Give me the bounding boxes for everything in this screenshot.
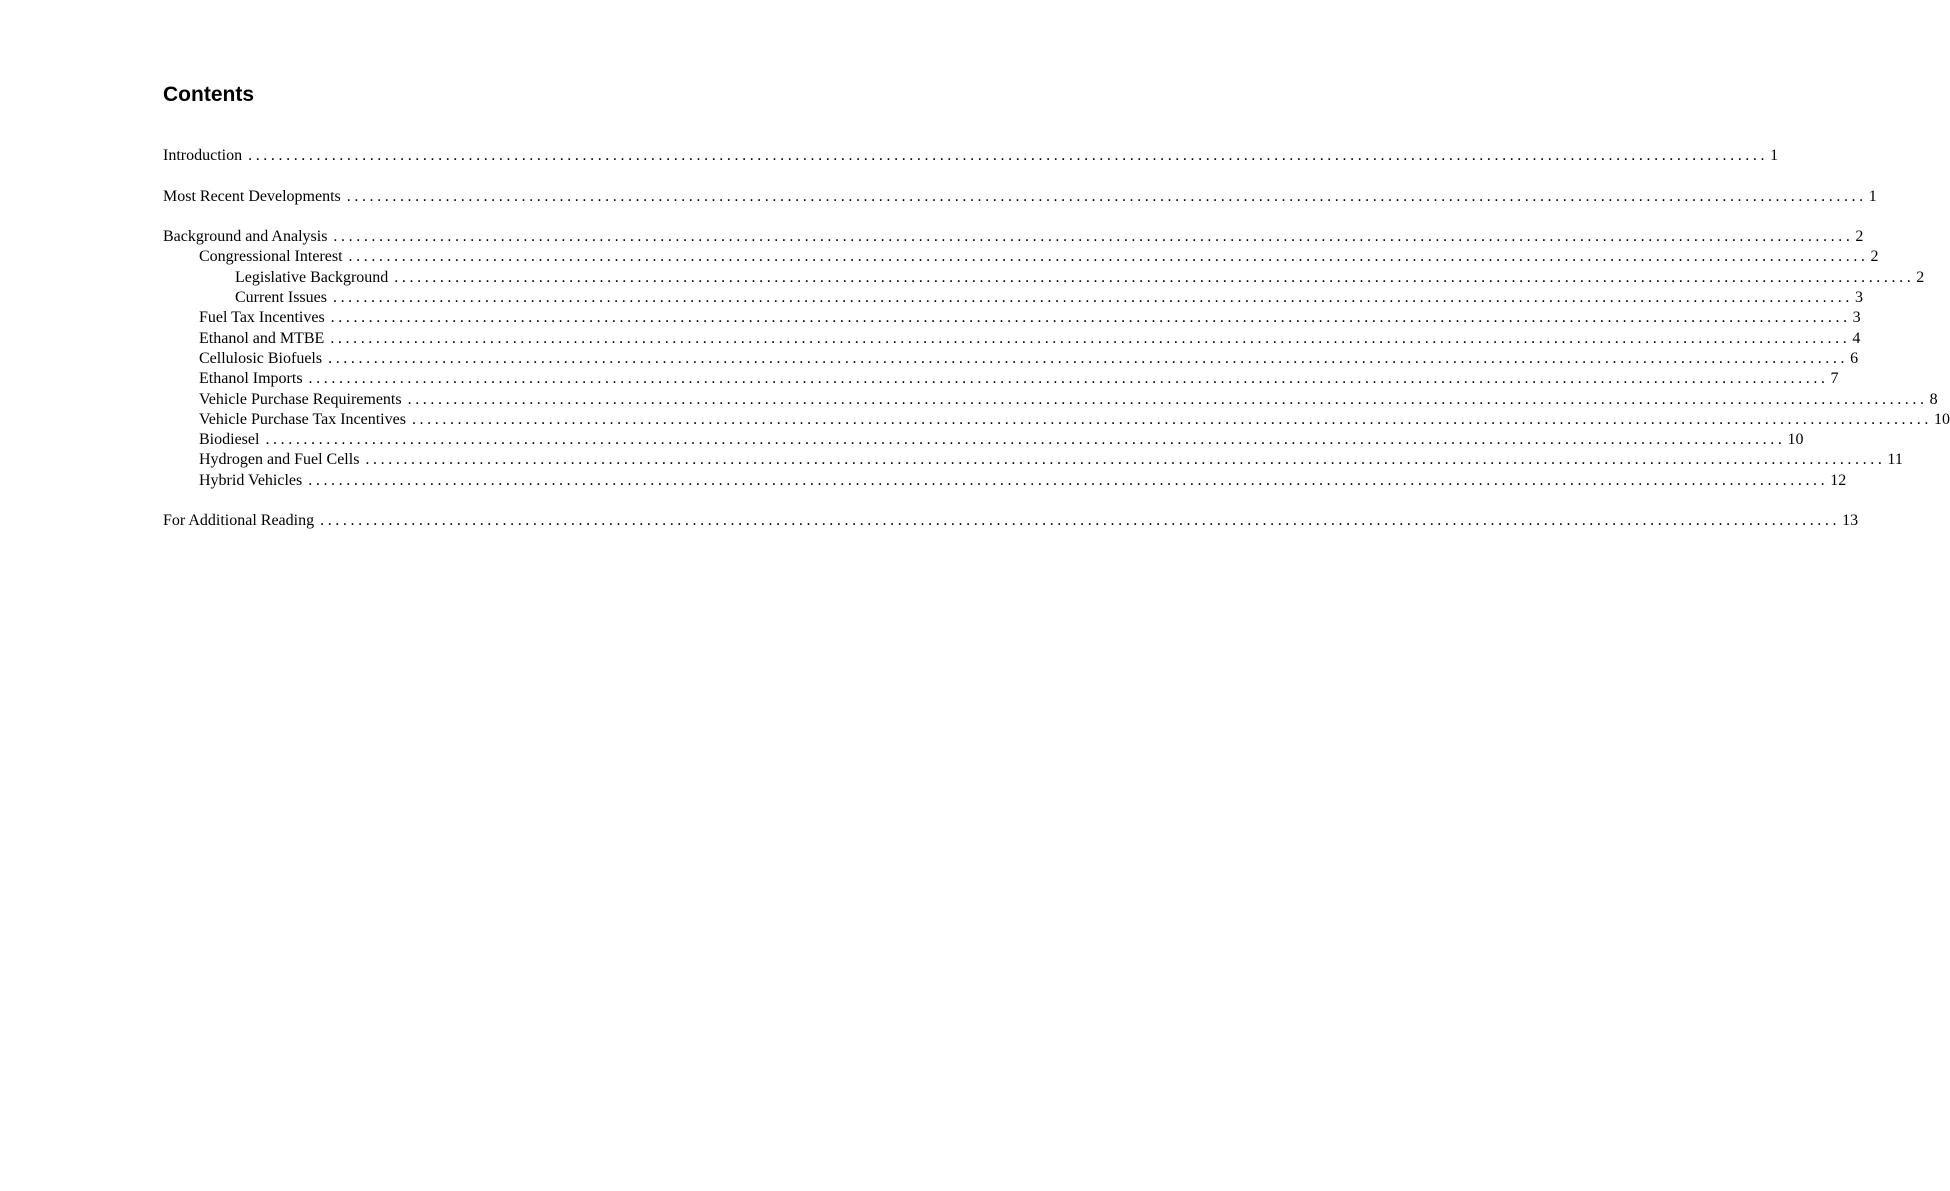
toc-entry-title: For Additional Reading — [163, 512, 315, 530]
dot-leader: ........................................................................................................................................................................................................ — [394, 268, 1915, 286]
toc-entry-hybrid-vehicles[interactable] — [163, 471, 1847, 491]
toc-entry-title: Congressional Interest — [199, 248, 343, 266]
dot-leader: ........................................................................................................................................................................................................ — [328, 349, 1849, 367]
dot-leader: ........................................................................................................................................................................................................ — [348, 248, 1869, 266]
toc-entry-introduction[interactable] — [163, 146, 1779, 166]
toc-entry-ethanol-imports[interactable] — [163, 369, 1839, 389]
dot-leader: ........................................................................................................................................................................................................ — [333, 228, 1854, 246]
toc-entry-fuel-tax-incentives[interactable] — [163, 308, 1861, 328]
toc-entry-page: 11 — [1887, 451, 1903, 469]
dot-leader: ........................................................................................................................................................................................................ — [330, 309, 1851, 327]
toc-entry-vehicle-purchase-requirements[interactable] — [163, 390, 1938, 410]
toc-entry-title: Ethanol Imports — [199, 370, 303, 388]
dot-leader: ........................................................................................................................................................................................................ — [320, 512, 1841, 530]
toc-entry-title: Hydrogen and Fuel Cells — [199, 451, 360, 469]
toc-entry-page: 4 — [1852, 329, 1861, 347]
toc-entry-for-additional-reading[interactable] — [163, 511, 1859, 531]
toc-entry-title: Most Recent Developments — [163, 187, 341, 205]
toc-entry-congressional-interest[interactable] — [163, 247, 1879, 267]
toc-entry-page: 10 — [1933, 410, 1950, 428]
toc-entry-cellulosic-biofuels[interactable] — [163, 349, 1859, 369]
dot-leader: ........................................................................................................................................................................................................ — [248, 147, 1769, 164]
toc-entry-page: 10 — [1787, 431, 1804, 449]
toc-entry-hydrogen-and-fuel-cells[interactable] — [163, 450, 1903, 470]
toc-entry-title: Legislative Background — [235, 268, 389, 286]
toc-entry-background-and-analysis[interactable] — [163, 227, 1864, 247]
page-title: Contents — [163, 83, 254, 106]
toc-entry-page: 2 — [1870, 248, 1879, 266]
dot-leader: ........................................................................................................................................................................................................ — [330, 329, 1851, 347]
dot-leader: ........................................................................................................................................................................................................ — [411, 410, 1932, 428]
toc-entry-title: Cellulosic Biofuels — [199, 349, 323, 367]
toc-entry-vehicle-purchase-tax-incentives[interactable] — [163, 410, 1950, 430]
dot-leader: ........................................................................................................................................................................................................ — [407, 390, 1928, 408]
toc-entry-page: 2 — [1916, 268, 1925, 286]
toc-entry-most-recent-developments[interactable] — [163, 187, 1877, 207]
table-of-contents — [163, 146, 1950, 532]
toc-entry-page: 3 — [1852, 309, 1861, 327]
toc-entry-current-issues[interactable] — [163, 288, 1863, 308]
toc-entry-title: Fuel Tax Incentives — [199, 309, 325, 327]
toc-entry-title: Vehicle Purchase Requirements — [199, 390, 402, 408]
toc-entry-page: 7 — [1830, 370, 1839, 388]
toc-entry-page: 12 — [1830, 471, 1847, 489]
toc-entry-page: 13 — [1842, 512, 1859, 530]
toc-entry-page: 3 — [1854, 289, 1863, 307]
toc-entry-title: Background and Analysis — [163, 228, 328, 246]
toc-entry-page: 8 — [1929, 390, 1938, 408]
dot-leader: ........................................................................................................................................................................................................ — [346, 187, 1867, 205]
dot-leader: ........................................................................................................................................................................................................ — [308, 370, 1829, 388]
toc-entry-page: 1 — [1770, 147, 1779, 164]
dot-leader: ........................................................................................................................................................................................................ — [365, 451, 1886, 469]
toc-entry-title: Biodiesel — [199, 431, 260, 449]
dot-leader: ........................................................................................................................................................................................................ — [265, 431, 1786, 449]
toc-entry-ethanol-and-mtbe[interactable] — [163, 329, 1861, 349]
toc-entry-title: Vehicle Purchase Tax Incentives — [199, 410, 406, 428]
dot-leader: ........................................................................................................................................................................................................ — [332, 289, 1853, 307]
toc-entry-title: Current Issues — [235, 289, 327, 307]
toc-entry-page: 1 — [1868, 187, 1877, 205]
toc-entry-legislative-background[interactable] — [163, 268, 1925, 288]
toc-entry-page: 2 — [1855, 228, 1864, 246]
toc-entry-biodiesel[interactable] — [163, 430, 1804, 450]
toc-entry-page: 6 — [1850, 349, 1859, 367]
toc-entry-title: Ethanol and MTBE — [199, 329, 325, 347]
dot-leader: ........................................................................................................................................................................................................ — [308, 471, 1829, 489]
toc-entry-title: Introduction — [163, 147, 243, 164]
toc-entry-title: Hybrid Vehicles — [199, 471, 303, 489]
